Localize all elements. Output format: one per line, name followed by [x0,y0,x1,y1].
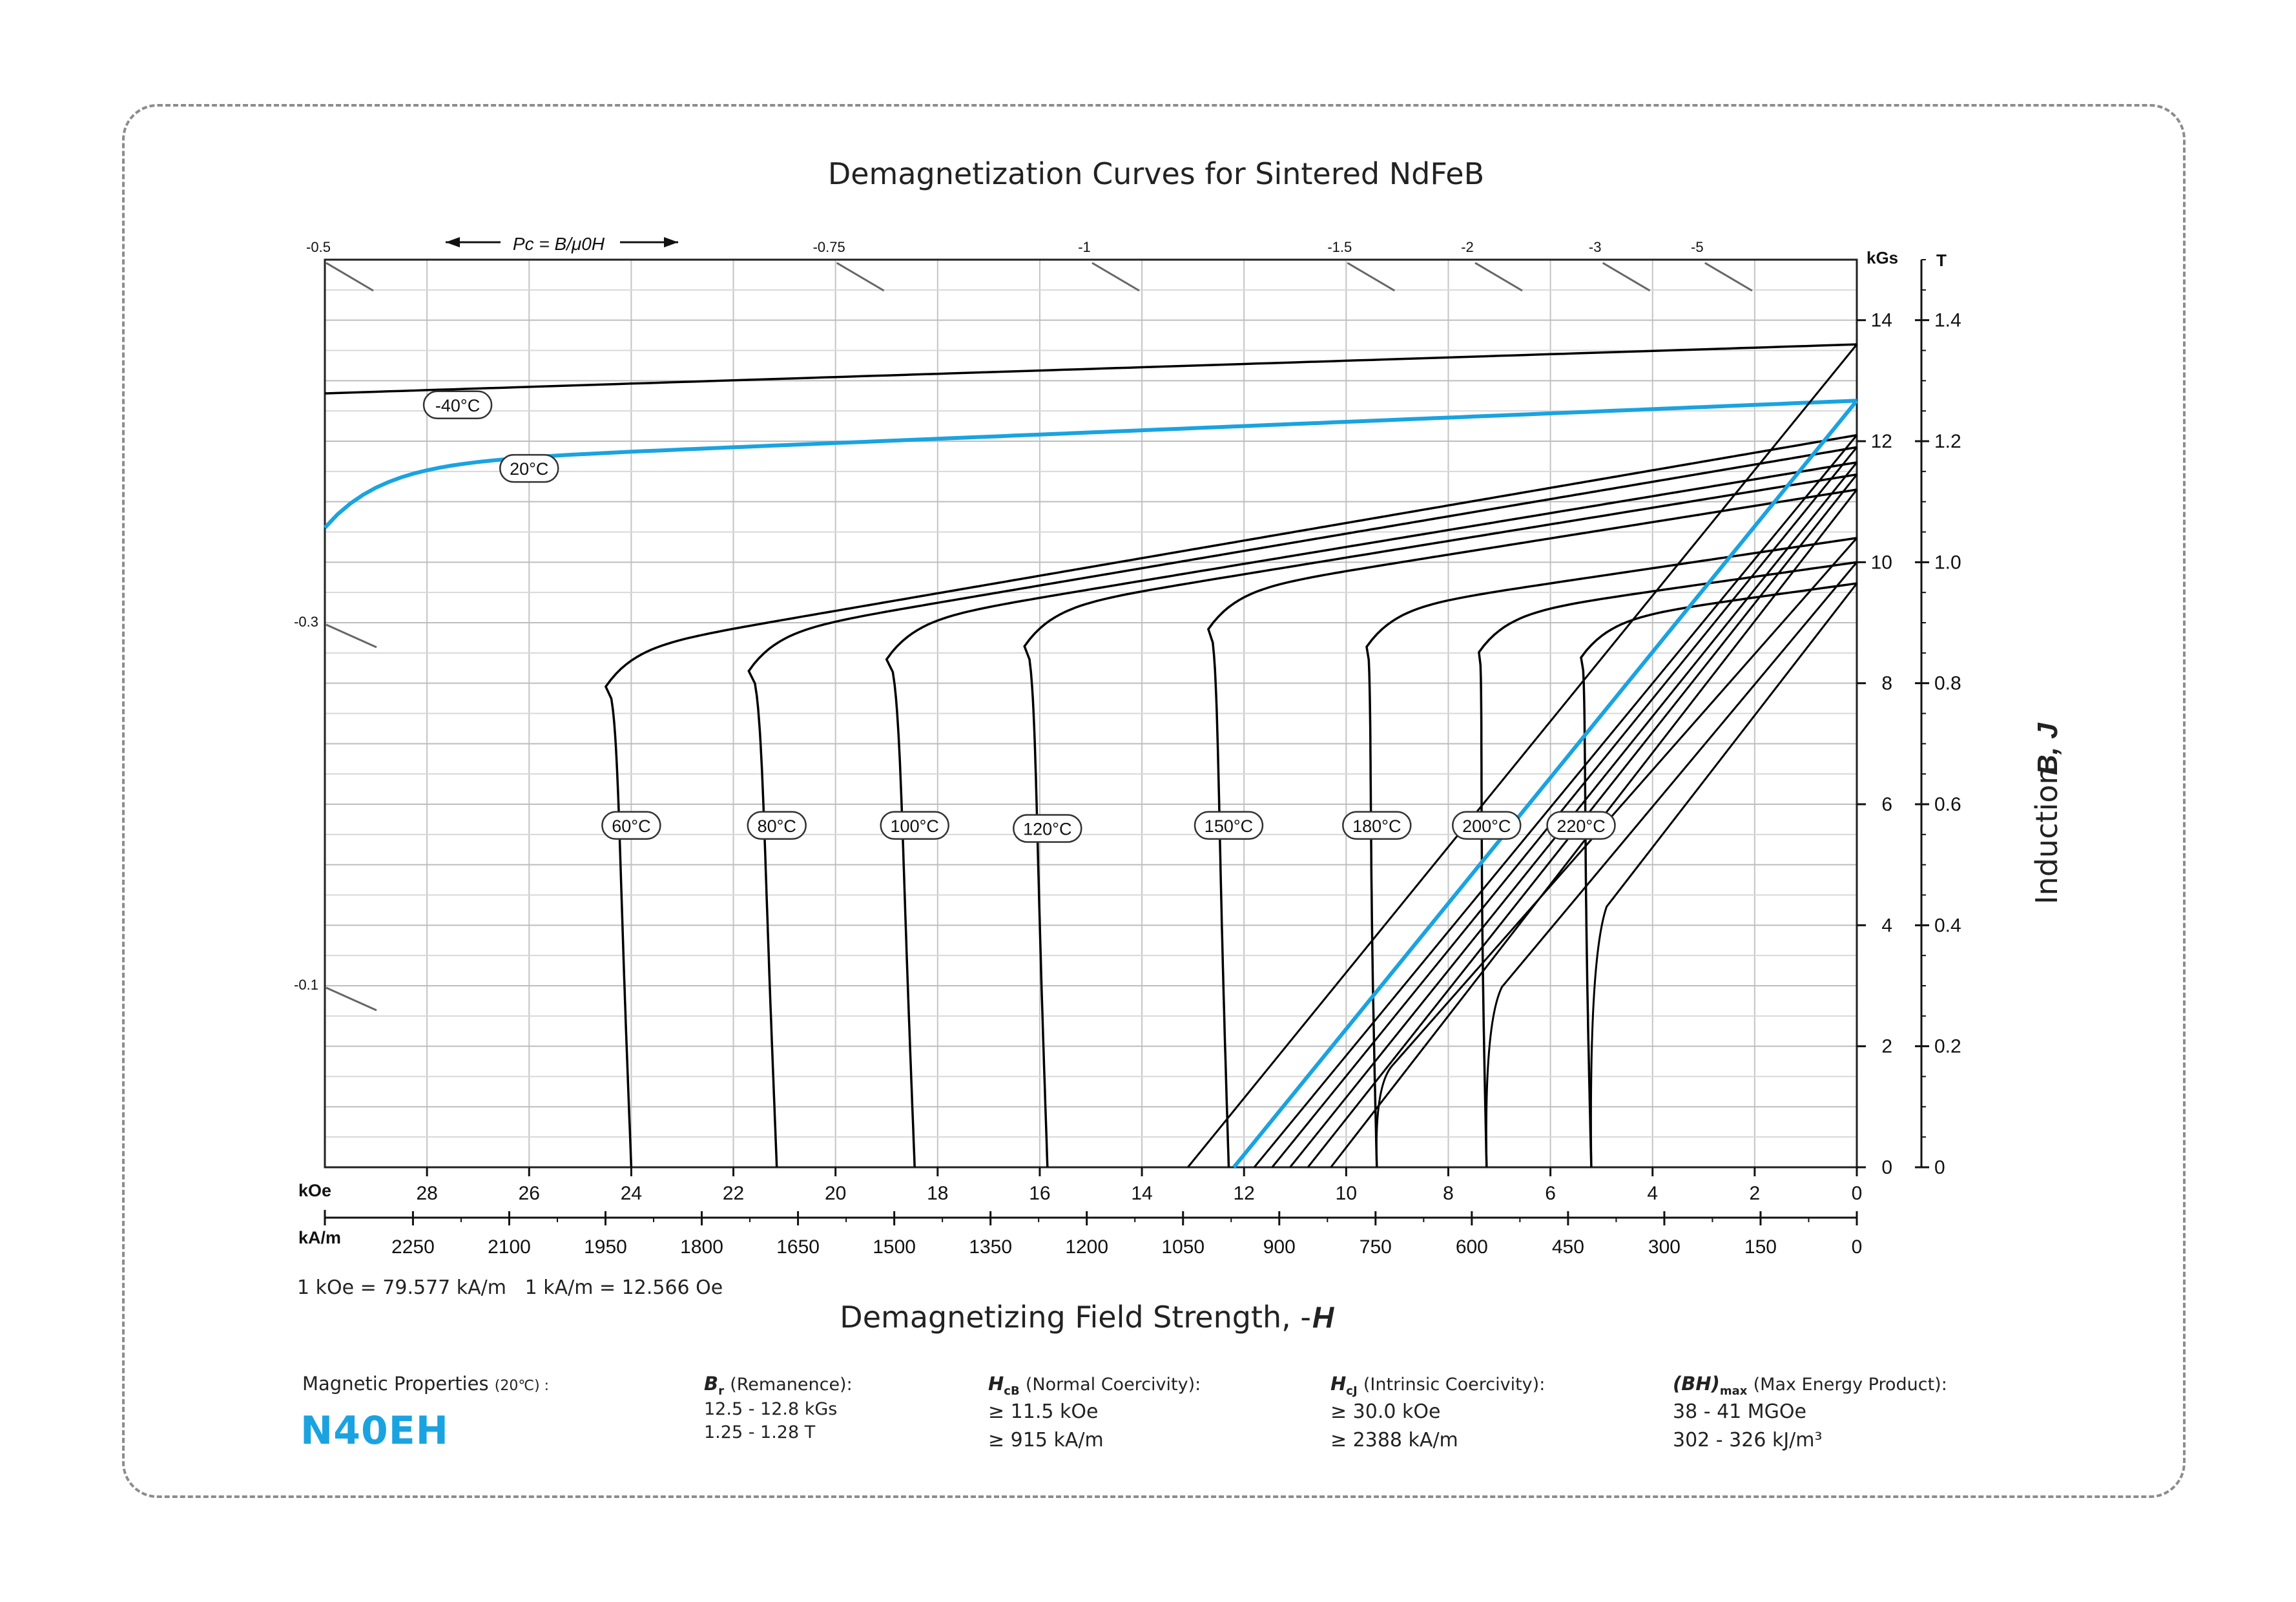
b-curve [1188,344,1857,1167]
x-tick-label-koe: 4 [1647,1183,1659,1204]
bhmax-value-kjm3: 302 - 326 kJ/m³ [1673,1428,1823,1451]
y-tick-label-t: 1.0 [1934,552,1961,574]
permeance-tick [1475,263,1522,291]
x-tick-label-koe: 26 [518,1183,540,1204]
permeance-tick [1603,263,1650,291]
y-tick-label-t: 1.2 [1934,431,1961,452]
bhmax-symbol: (BH) [1673,1373,1720,1395]
y-axis-symbols: B, J [2032,723,2063,775]
x-tick-label-kam: 1350 [969,1236,1013,1258]
y-tick-label-t: 0.6 [1934,794,1961,815]
x-tick-label-kam: 1650 [776,1236,820,1258]
br-name: (Remanence): [730,1375,853,1395]
permeance-tick [326,625,377,647]
y-tick-label-kgs: 4 [1881,915,1892,937]
y-tick-label-t: 0 [1934,1157,1945,1178]
x-tick-label-koe: 20 [824,1183,847,1204]
hcj-value-koe: ≥ 30.0 kOe [1330,1400,1441,1423]
x-tick-label-koe: 0 [1851,1183,1863,1204]
x-axis-title [840,1300,1311,1335]
bhmax-sub: max [1719,1384,1748,1398]
x-tick-label-koe: 28 [416,1183,438,1204]
bhmax-name: (Max Energy Product): [1753,1375,1947,1395]
temp-label-text: 20°C [510,459,549,479]
prop-max-energy [1673,1373,1947,1455]
x-tick-label-koe: 12 [1233,1183,1255,1204]
hcj-symbol: H [1330,1373,1347,1395]
y-unit-left: kGs [1867,248,1899,267]
hcb-value-kam: ≥ 915 kA/m [988,1428,1104,1451]
hcj-value-kam: ≥ 2388 kA/m [1330,1428,1458,1451]
permeance-label: -0.3 [294,614,318,630]
properties-heading-temp: (20℃) : [494,1378,550,1394]
y-unit-right: T [1936,251,1947,270]
x-tick-label-koe: 14 [1131,1183,1153,1204]
y-tick-label-kgs: 0 [1881,1157,1892,1178]
x-tick-label-kam: 1200 [1065,1236,1109,1258]
x-tick-label-kam: 2100 [488,1236,531,1258]
prop-normal-coercivity [988,1373,1201,1455]
y-tick-label-t: 0.2 [1934,1035,1961,1057]
permeance-tick [1092,263,1139,291]
chart-axes [325,260,1961,1258]
permeance-tick [326,263,373,291]
x-tick-label-koe: 22 [722,1183,745,1204]
hcb-symbol: H [988,1373,1004,1395]
y-tick-label-t: 0.8 [1934,672,1961,694]
x-tick-label-koe: 16 [1029,1183,1051,1204]
j-curve-120°C [1024,475,1857,1168]
br-symbol: B [704,1373,719,1395]
x-tick-label-koe: 18 [927,1183,949,1204]
y-tick-label-kgs: 2 [1881,1035,1892,1057]
chart-title: Demagnetization Curves for Sintered NdFeB [827,156,1485,191]
br-sub: r [718,1384,724,1398]
j-curve--40°C [325,344,1857,393]
y-tick-label-kgs: 6 [1881,794,1892,815]
permeance-label: -1.5 [1327,239,1352,255]
y-tick-label-t: 1.4 [1934,309,1961,331]
permeance-tick [1705,263,1752,291]
permeance-label: -0.1 [294,977,318,993]
b-curve [1234,400,1857,1167]
temp-label-text: 120°C [1023,819,1072,839]
temp-label-text: 60°C [612,816,651,836]
bhmax-value-mgoe: 38 - 41 MGOe [1673,1400,1806,1423]
permeance-header [446,234,678,254]
permeance-tick [837,263,884,291]
x-axis-symbol: H [1312,1300,1334,1334]
temp-label-text: 80°C [757,816,796,836]
j-curve-60°C [606,435,1857,1167]
x-tick-label-kam: 150 [1744,1236,1777,1258]
x-tick-label-kam: 600 [1455,1236,1488,1258]
x-tick-label-kam: 1800 [680,1236,723,1258]
temp-label-text: 220°C [1557,816,1606,836]
permeance-label: -1 [1078,239,1091,255]
properties-heading-block [302,1373,549,1395]
permeance-label: -0.75 [812,239,845,255]
permeance-label: -2 [1461,239,1474,255]
y-axis-title: Induction [2029,765,2064,904]
x-tick-label-kam: 1500 [873,1236,916,1258]
temp-label-text: 150°C [1204,816,1254,836]
permeance-label: -0.5 [306,239,331,255]
x-tick-label-koe: 8 [1443,1183,1454,1204]
conversion-note: 1 kOe = 79.577 kA/m 1 kA/m = 12.566 Oe [297,1276,723,1299]
x-tick-label-kam: 750 [1359,1236,1392,1258]
permeance-header-text: Pc = B/μ0H [512,234,605,254]
x-tick-label-koe: 10 [1335,1183,1358,1204]
hcb-name: (Normal Coercivity): [1025,1375,1201,1395]
j-curve-220°C [1581,583,1857,1167]
grade-name: N40EH [300,1408,449,1453]
temp-label-text: 100°C [890,816,939,836]
x-tick-label-koe: 2 [1749,1183,1761,1204]
x-tick-label-kam: 1950 [584,1236,627,1258]
x-tick-label-kam: 300 [1648,1236,1681,1258]
permeance-tick [326,988,377,1010]
prop-intrinsic-coercivity [1330,1373,1545,1455]
permeance-tick [1347,263,1394,291]
hcb-sub: cB [1004,1384,1020,1398]
y-tick-label-kgs: 8 [1881,672,1892,694]
x-tick-label-kam: 0 [1851,1236,1863,1258]
hcj-name: (Intrinsic Coercivity): [1363,1375,1546,1395]
x-axis-title-text: Demagnetizing Field Strength, - [840,1300,1311,1335]
temp-label-text: -40°C [435,395,481,415]
x-tick-label-kam: 450 [1551,1236,1584,1258]
x-tick-label-kam: 1050 [1161,1236,1205,1258]
x-tick-label-koe: 24 [620,1183,643,1204]
j-curve-180°C [1367,538,1857,1167]
br-value-t: 1.25 - 1.28 T [704,1422,816,1442]
prop-remanence [704,1373,853,1444]
y-tick-label-kgs: 14 [1870,309,1892,331]
hcj-sub: cJ [1346,1384,1358,1398]
b-curve [1254,435,1857,1167]
y-tick-label-t: 0.4 [1934,915,1961,937]
x-unit-top: kOe [298,1181,332,1200]
y-tick-label-kgs: 10 [1870,552,1892,574]
properties-heading: Magnetic Properties [302,1373,489,1395]
temp-label-text: 200°C [1462,816,1511,836]
br-value-kgs: 12.5 - 12.8 kGs [704,1399,838,1419]
temp-label-text: 180°C [1352,816,1401,836]
x-tick-label-kam: 2250 [391,1236,435,1258]
hcb-value-koe: ≥ 11.5 kOe [988,1400,1099,1423]
y-tick-label-kgs: 12 [1870,431,1892,452]
x-unit-bottom: kA/m [298,1228,342,1247]
b-curve [1591,583,1857,1167]
permeance-label: -3 [1588,239,1602,255]
permeance-label: -5 [1691,239,1704,255]
x-tick-label-koe: 6 [1545,1183,1556,1204]
x-tick-label-kam: 900 [1263,1236,1296,1258]
